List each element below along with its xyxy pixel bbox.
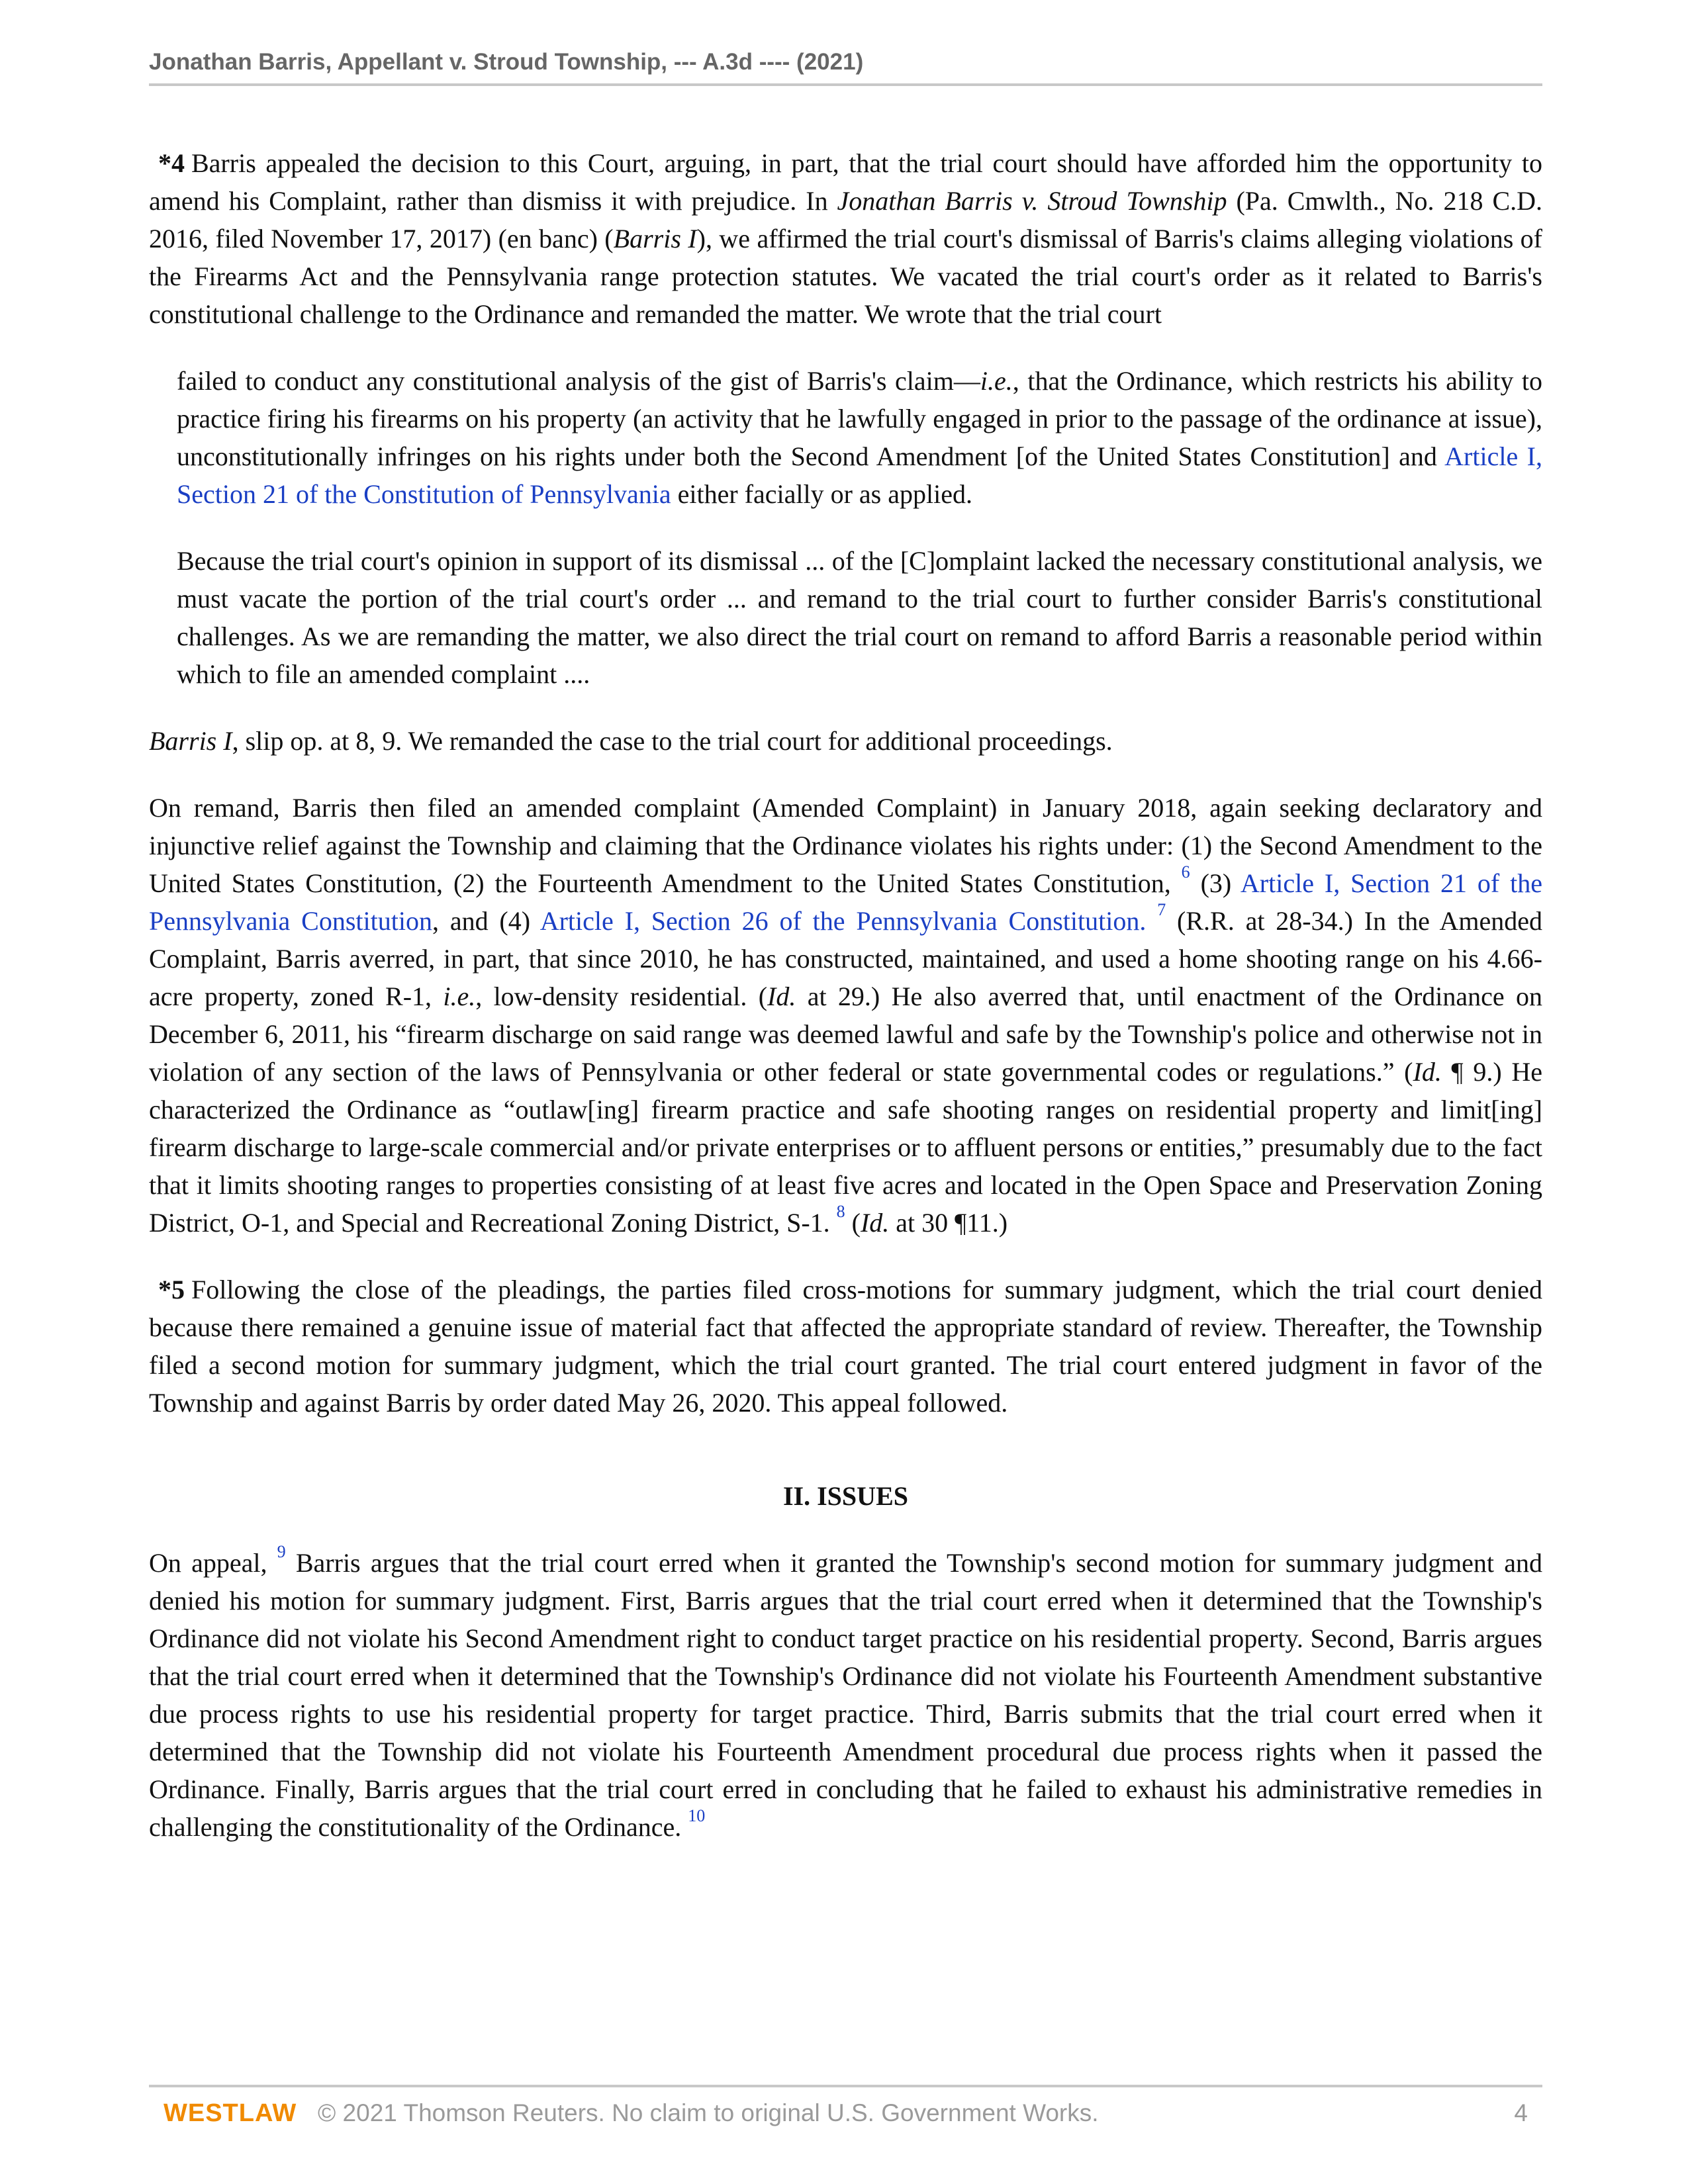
page-number: 4 bbox=[1514, 2099, 1528, 2126]
case-short-name: Barris I bbox=[613, 224, 697, 253]
text-run: failed to conduct any constitutional analysis of the gist of Barris's claim— bbox=[177, 366, 980, 396]
paragraph-star5 bbox=[149, 1271, 1542, 1422]
star-page-marker: *5 bbox=[158, 1275, 185, 1304]
section-heading-issues: II. ISSUES bbox=[782, 1481, 908, 1511]
text-run: Barris argues that the trial court erred when it granted the Township's second motion for summary judgment and denied his motion for summary judgment. First, Barris argues that the trial court erred when it determined that the Township's Ordinance did not violate his Second Amendment right to conduct target practice on his residential property. Second, Barris argues that the trial court erred when it determined that the Township's Ordinance did not violate his Fourteenth Amendment substantive due process rights to use his residential property for target practice. Third, Barris submits that the trial court erred when it determined that the Township did not violate his Fourteenth Amendment procedural due process rights when it passed the Ordinance. Finally, Barris argues that the trial court erred in concluding that he failed to exhaust his administrative remedies in challenging the constitutionality of the Ordinance. bbox=[149, 1548, 1542, 1842]
block-quote-2 bbox=[177, 542, 1542, 693]
page-header bbox=[149, 49, 1542, 86]
text-run: , that the Ordinance, which restricts his ability to practice firing his firearms on his property (an activity that he lawfully engaged in prior to the passage of the ordinance at issue), unconstitutionally infringes on his rights under both the Second Amendment [of the United States Constitution] and bbox=[177, 366, 1542, 471]
italic-id: Id. bbox=[860, 1208, 890, 1238]
text-run: either facially or as applied. bbox=[671, 479, 972, 509]
text-run: Following the close of the pleadings, the parties filed cross-motions for summary judgment, which the trial court denied because there remained a genuine issue of material fact that affected the appropriate standard of review. Thereafter, the Township filed a second motion for summary judgment, which the trial court granted. The trial court entered judgment in favor of the Township and against Barris by order dated May 26, 2020. This appeal followed. bbox=[149, 1275, 1542, 1418]
paragraph-remand bbox=[149, 722, 1542, 760]
text-run bbox=[1146, 906, 1157, 936]
case-citation: Jonathan Barris v. Stroud Township bbox=[837, 186, 1227, 216]
text-run: ¶ 9.) He characterized the Ordinance as “outlaw[ing] firearm practice and safe shooting ranges on residential property and limit[ing] firearm discharge to large-scale commercial and/or private enterprises or to affluent persons or entities,” presumably due to the fact that it limits shooting ranges to properties consisting of at least five acres and located in the Open Space and Preservation Zoning District, O-1, and Special and Recreational Zoning District, S-1. bbox=[149, 1057, 1542, 1238]
paragraph-issues bbox=[149, 1544, 1542, 1846]
link-article-1-section-21-pa[interactable]: Article I, Section 21 of the Pennsylvania Constitution bbox=[149, 868, 1542, 936]
text-run: ( bbox=[845, 1208, 861, 1238]
block-quote-1 bbox=[177, 362, 1542, 513]
italic-id: Id. bbox=[767, 981, 796, 1011]
link-article-1-section-21[interactable]: Article I, Section 21 of the Constitution of Pennsylvania bbox=[177, 441, 1542, 509]
text-run: ), we affirmed the trial court's dismissal of Barris's claims alleging violations of the Firearms Act and the Pennsylvania range protection statutes. We vacated the trial court's order as it related to Barris's constitutional challenge to the Ordinance and remanded the matter. We wrote that the trial court bbox=[149, 224, 1542, 329]
text-run: (Pa. Cmwlth., No. 218 C.D. 2016, filed November 17, 2017) (en banc) ( bbox=[149, 186, 1543, 253]
italic-ie: i.e. bbox=[443, 981, 476, 1011]
footnote-link-7[interactable]: 7 bbox=[1157, 900, 1166, 919]
text-run: (R.R. at 28-34.) In the Amended Complaint, Barris averred, in part, that since 2010, he has constructed, maintained, and used a home shooting range on his 4.66-acre property, zoned R-1, bbox=[149, 906, 1542, 1011]
italic-ie: i.e. bbox=[980, 366, 1013, 396]
text-run: at 29.) He also averred that, until enactment of the Ordinance on December 6, 2011, his “firearm discharge on said range was deemed lawful and safe by the Township's police and otherwise not in violation of any section of the laws of Pennsylvania or other federal or state governmental codes or regulations.” ( bbox=[149, 981, 1543, 1087]
footnote-link-6[interactable]: 6 bbox=[1181, 862, 1190, 882]
text-run: On remand, Barris then filed an amended complaint (Amended Complaint) in January 2018, again seeking declaratory and injunctive relief against the Township and claiming that the Ordinance violates his rights under: (1) the Second Amendment to the United States Constitution, (2) the Fourteenth Amendment to the United States Constitution, bbox=[149, 793, 1542, 898]
header-title: Jonathan Barris, Appellant v. Stroud Township, --- A.3d ---- (2021) bbox=[149, 49, 864, 75]
text-run: , and (4) bbox=[432, 906, 540, 936]
text-run: Barris appealed the decision to this Court, arguing, in part, that the trial court should have afforded him the opportunity to amend his Complaint, rather than dismiss it with prejudice. In bbox=[149, 148, 1542, 216]
italic-id: Id. bbox=[1413, 1057, 1442, 1087]
paragraph-amended-complaint bbox=[149, 789, 1542, 1242]
footnote-link-8[interactable]: 8 bbox=[836, 1202, 845, 1221]
footnote-link-10[interactable]: 10 bbox=[688, 1806, 706, 1825]
page-footer bbox=[149, 2085, 1542, 2127]
footnote-link-9[interactable]: 9 bbox=[277, 1542, 286, 1561]
star-page-marker: *4 bbox=[158, 148, 185, 178]
paragraph-star4 bbox=[149, 144, 1542, 333]
text-run: , low-density residential. ( bbox=[475, 981, 768, 1011]
text-run: , slip op. at 8, 9. We remanded the case to the trial court for additional proceedings. bbox=[232, 726, 1113, 756]
westlaw-logo: WESTLAW bbox=[164, 2099, 297, 2127]
document-body bbox=[149, 144, 1542, 1875]
text-run: at 30 ¶11.) bbox=[889, 1208, 1008, 1238]
text-run: Because the trial court's opinion in support of its dismissal ... of the [C]omplaint lacked the necessary constitutional analysis, we must vacate the portion of the trial court's order ... and remand to the trial court to further consider Barris's constitutional challenges. As we are remanding the matter, we also direct the trial court on remand to afford Barris a reasonable period within which to file an amended complaint .... bbox=[177, 546, 1542, 689]
text-run: On appeal, bbox=[149, 1548, 277, 1578]
case-short-name: Barris I bbox=[149, 726, 232, 756]
copyright-notice: © 2021 Thomson Reuters. No claim to original U.S. Government Works. bbox=[318, 2099, 1099, 2126]
text-run: (3) bbox=[1190, 868, 1241, 898]
link-article-1-section-26-pa[interactable]: Article I, Section 26 of the Pennsylvania Constitution. bbox=[539, 906, 1147, 936]
